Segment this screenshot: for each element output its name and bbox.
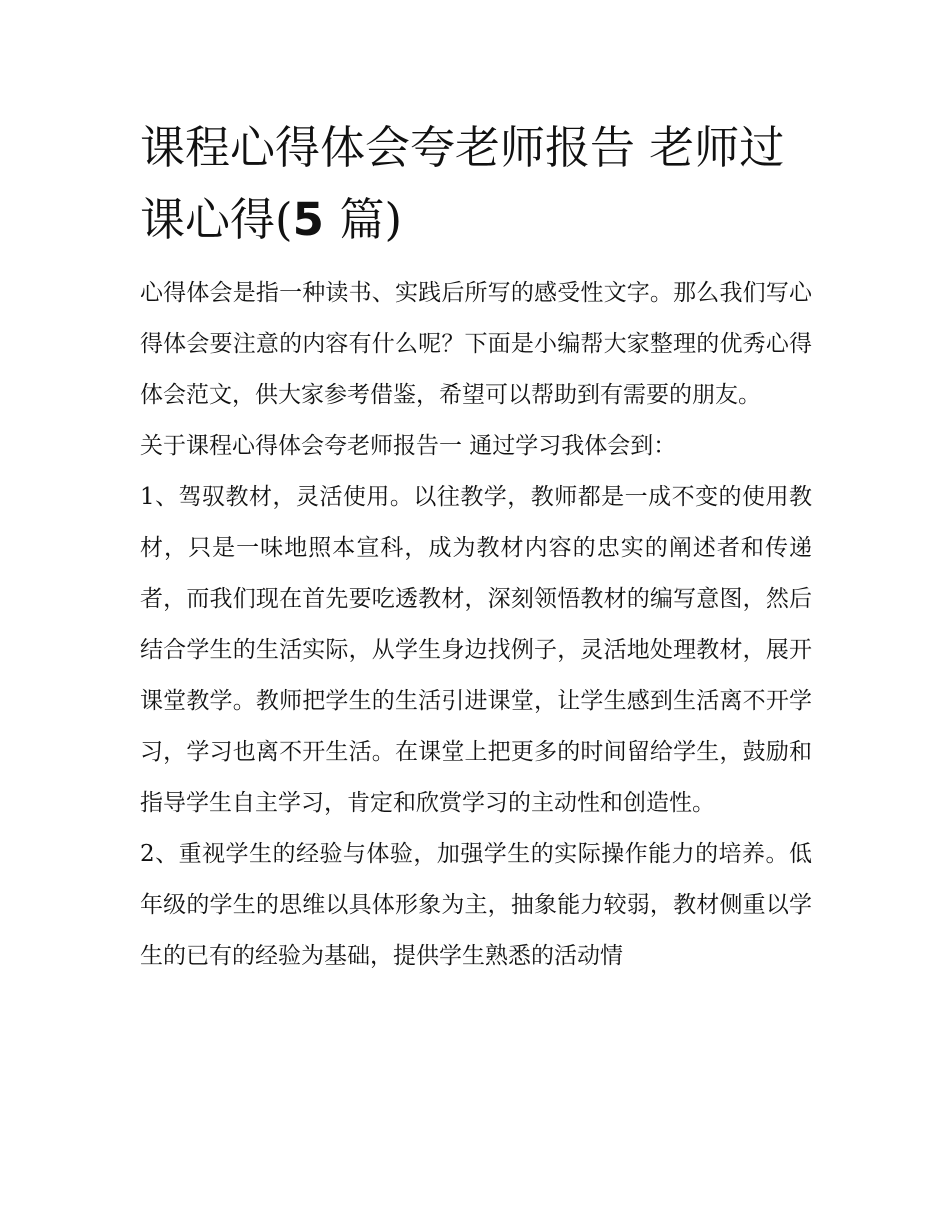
title-number: 5 (292, 193, 324, 246)
point-one-paragraph: 1、驾驭教材，灵活使用。以往教学，教师都是一成不变的使用教材，只是一味地照本宣科，成为教材内容的忠实的阐述者和传递者，而我们现在首先要吃透教材，深刻领悟教材的编写意图，然后结合学生的生活实际，从学生身边找例子，灵活地处理教材，展开课堂教学。教师把学生的生活引进课堂，让学生感到生活离不开学习，学习也离不开生活。在课堂上把更多的时间留给学生，鼓励和指导学生自主学习，肯定和欣赏学习的主动性和创造性。 (140, 484, 812, 816)
title-space (324, 193, 340, 246)
point-two-paragraph: 2、重视学生的经验与体验，加强学生的实际操作能力的培养。低年级的学生的思维以具体形象为主，抽象能力较弱，教材侧重以学生的已有的经验为基础，提供学生熟悉的活动情 (140, 841, 812, 969)
document-body (140, 112, 812, 982)
title-text-part2: 篇) (339, 193, 403, 246)
section-heading: 关于课程心得体会夸老师报告一 通过学习我体会到： (140, 433, 677, 459)
intro-paragraph: 心得体会是指一种读书、实践后所写的感受性文字。那么我们写心得体会要注意的内容有什么呢？下面是小编帮大家整理的优秀心得体会范文，供大家参考借鉴，希望可以帮助到有需要的朋友。 (140, 280, 812, 408)
document-title (140, 112, 812, 256)
title-text-part1: 课程心得体会夸老师报告 老师过课心得( (140, 121, 785, 246)
